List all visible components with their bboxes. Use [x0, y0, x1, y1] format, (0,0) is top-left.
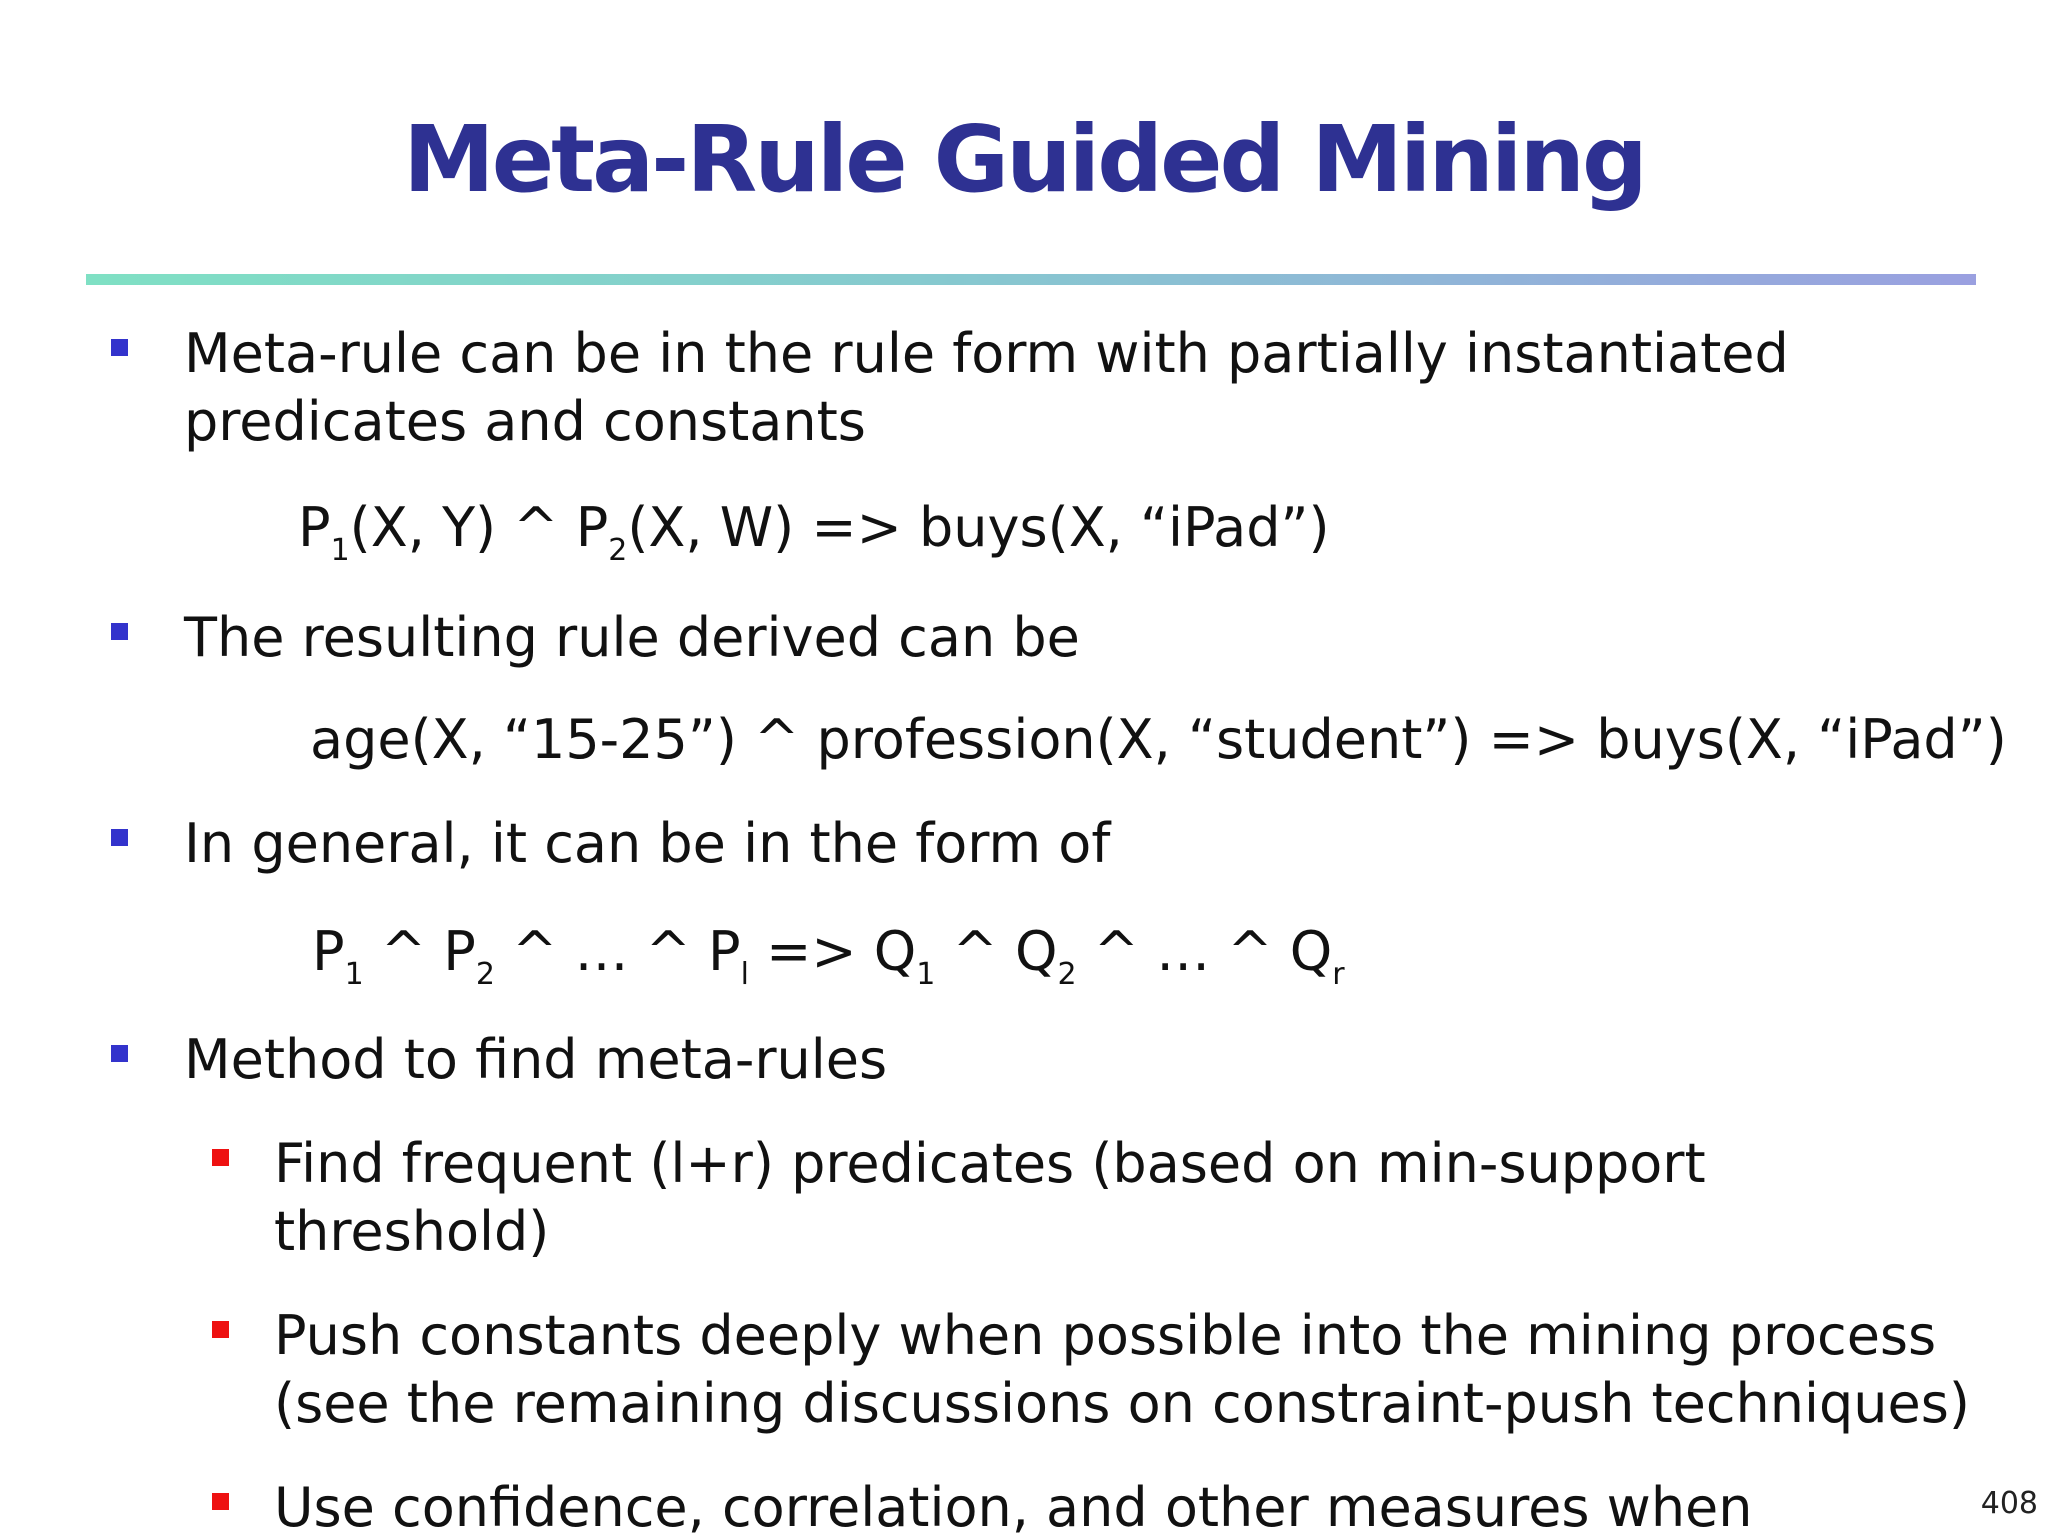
sub-bullet-text: Use confidence, correlation, and other measures when [274, 1476, 1753, 1536]
bullet-text: In general, it can be in the form of [184, 812, 1111, 875]
bullet-marker [111, 623, 128, 640]
bullet-marker [111, 1045, 128, 1062]
bullet-text: The resulting rule derived can be [184, 606, 1080, 669]
formula-general-form [312, 918, 1345, 992]
sub-bullet-text: Push constants deeply when possible into the mining process (see the remaining discussions on constraint-push techniques) [274, 1304, 1970, 1435]
bullet-text: Method to find meta-rules [184, 1028, 888, 1091]
formula-part: P [298, 496, 331, 559]
formula-subscript: 1 [344, 957, 364, 992]
formula-subscript: 2 [1057, 957, 1077, 992]
page-number: 408 [1980, 1486, 2038, 1521]
formula-part: ^ … ^ P [494, 920, 741, 983]
bullet-marker [111, 339, 128, 356]
formula-part: (X, Y) ^ P [349, 496, 609, 559]
formula-part: (X, W) => buys(X, “iPad”) [627, 496, 1330, 559]
bullet-text: Meta-rule can be in the rule form with partially instantiated predicates and constants [184, 322, 1789, 453]
formula-part: ^ P [363, 920, 476, 983]
formula-meta-rule [298, 494, 1330, 568]
sub-bullet-marker [212, 1321, 229, 1338]
formula-part: P [312, 920, 345, 983]
formula-part: => Q [748, 920, 917, 983]
formula-subscript: 2 [475, 957, 495, 992]
bullet-marker [111, 829, 128, 846]
formula-part: ^ … ^ Q [1076, 920, 1333, 983]
sub-bullet-marker [212, 1149, 229, 1166]
formula-derived-rule: age(X, “15-25”) ^ profession(X, “student”) => buys(X, “iPad”) [310, 708, 2007, 771]
title-divider [86, 274, 1976, 285]
formula-subscript: 1 [330, 533, 350, 568]
formula-subscript: l [740, 957, 749, 992]
formula-subscript: 1 [916, 957, 936, 992]
formula-subscript: 2 [608, 533, 628, 568]
formula-subscript: r [1332, 957, 1345, 992]
sub-bullet-marker [212, 1493, 229, 1510]
slide-title: Meta-Rule Guided Mining [403, 106, 1645, 213]
sub-bullet-text: Find frequent (l+r) predicates (based on min-support threshold) [274, 1132, 1706, 1263]
formula-part: ^ Q [935, 920, 1058, 983]
